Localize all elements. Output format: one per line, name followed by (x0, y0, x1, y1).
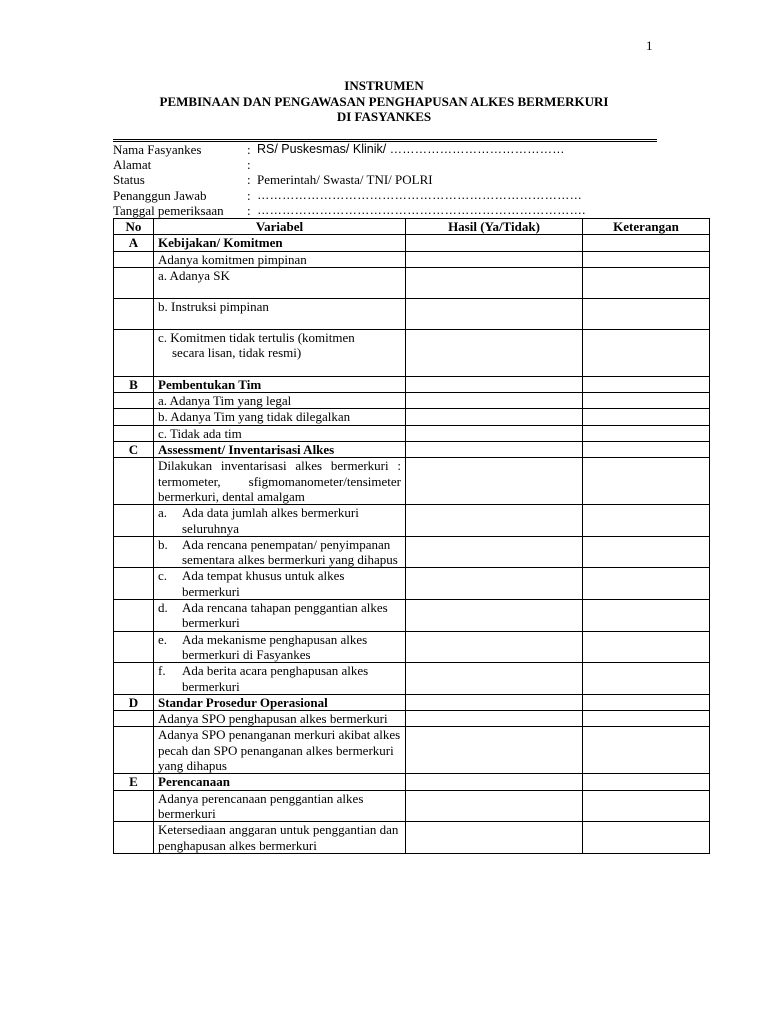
section-no: E (114, 774, 154, 790)
info-colon: : (247, 187, 251, 203)
info-label: Status (113, 172, 145, 188)
variabel-cell (154, 329, 406, 376)
table-row (114, 409, 710, 425)
table-row (114, 458, 710, 505)
header-hasil: Hasil (Ya/Tidak) (406, 219, 583, 235)
page-number: 1 (646, 38, 653, 53)
no-cell (114, 822, 154, 854)
hasil-cell[interactable] (406, 631, 583, 663)
info-row-responsible (113, 188, 713, 203)
hasil-cell[interactable] (406, 536, 583, 568)
keterangan-cell[interactable] (583, 425, 710, 441)
no-cell (114, 568, 154, 600)
variabel-cell: Adanya SPO penanganan merkuri akibat alkes pecah dan SPO penanganan alkes bermerkuri yang dihapus (154, 727, 406, 774)
hasil-cell[interactable] (406, 298, 583, 329)
keterangan-cell[interactable] (583, 727, 710, 774)
title-line-1: INSTRUMEN (344, 78, 424, 93)
section-row-e (114, 774, 710, 790)
item-marker: f. (158, 663, 166, 679)
hasil-cell[interactable] (406, 711, 583, 727)
no-cell (114, 727, 154, 774)
table-row (114, 298, 710, 329)
hasil-cell[interactable] (406, 393, 583, 409)
table-row (114, 727, 710, 774)
info-label: Tanggal pemeriksaan (113, 202, 224, 218)
table-row (114, 790, 710, 822)
variabel-cell: a. Adanya SK (154, 267, 406, 298)
no-cell (114, 425, 154, 441)
keterangan-cell[interactable] (583, 505, 710, 537)
address-field[interactable] (257, 157, 713, 172)
info-row-inspection-date (113, 203, 713, 218)
variabel-cell: b. Instruksi pimpinan (154, 298, 406, 329)
section-title: Standar Prosedur Operasional (154, 694, 406, 710)
variabel-cell: Ketersediaan anggaran untuk penggantian dan penghapusan alkes bermerkuri (154, 822, 406, 854)
keterangan-cell[interactable] (583, 822, 710, 854)
hasil-cell[interactable] (406, 409, 583, 425)
no-cell (114, 600, 154, 632)
hasil-cell[interactable] (406, 267, 583, 298)
hasil-cell[interactable] (406, 458, 583, 505)
section-no: A (114, 235, 154, 251)
no-cell (114, 393, 154, 409)
no-cell (114, 329, 154, 376)
hasil-cell[interactable] (406, 251, 583, 267)
document-title (0, 78, 768, 125)
variabel-cell: Adanya komitmen pimpinan (154, 251, 406, 267)
section-no: B (114, 376, 154, 392)
table-row (114, 329, 710, 376)
info-colon: : (247, 202, 251, 218)
section-row-c (114, 442, 710, 458)
keterangan-cell[interactable] (583, 442, 710, 458)
item-marker: a. (158, 505, 168, 521)
variabel-line: secara lisan, tidak resmi) (172, 345, 302, 361)
keterangan-cell[interactable] (583, 600, 710, 632)
table-row (114, 631, 710, 663)
keterangan-cell[interactable] (583, 790, 710, 822)
info-colon: : (247, 172, 251, 188)
item-marker: b. (158, 536, 168, 552)
keterangan-cell[interactable] (583, 694, 710, 710)
no-cell (114, 251, 154, 267)
variabel-cell: c. Tidak ada tim (154, 425, 406, 441)
variabel-cell: Dilakukan inventarisasi alkes bermerkuri : termometer, sfigmomanometer/tensimeter bermerkuri, dental amalgam (154, 458, 406, 505)
table-row (114, 267, 710, 298)
table-row (114, 425, 710, 441)
no-cell (114, 663, 154, 695)
keterangan-cell[interactable] (583, 568, 710, 600)
keterangan-cell[interactable] (583, 631, 710, 663)
table-header-row (114, 219, 710, 235)
hasil-cell[interactable] (406, 790, 583, 822)
no-cell (114, 711, 154, 727)
hasil-cell[interactable] (406, 663, 583, 695)
no-cell (114, 631, 154, 663)
variabel-cell (154, 631, 406, 663)
item-text: Ada rencana tahapan penggantian alkes bermerkuri (182, 600, 388, 631)
facility-info (113, 142, 713, 218)
section-title: Perencanaan (154, 774, 406, 790)
section-title: Kebijakan/ Komitmen (154, 235, 406, 251)
table-row (114, 536, 710, 568)
table-row (114, 251, 710, 267)
hasil-cell[interactable] (406, 505, 583, 537)
item-text: Ada berita acara penghapusan alkes bermerkuri (182, 663, 369, 694)
variabel-cell (154, 600, 406, 632)
variabel-cell: b. Adanya Tim yang tidak dilegalkan (154, 409, 406, 425)
no-cell (114, 298, 154, 329)
info-label: Alamat (113, 157, 152, 173)
table-row (114, 393, 710, 409)
info-colon: : (247, 157, 251, 173)
keterangan-cell[interactable] (583, 235, 710, 251)
variabel-cell (154, 663, 406, 695)
hasil-cell[interactable] (406, 376, 583, 392)
table-row (114, 711, 710, 727)
hasil-cell[interactable] (406, 568, 583, 600)
no-cell (114, 536, 154, 568)
header-variabel: Variabel (154, 219, 406, 235)
info-row-status (113, 172, 713, 187)
item-marker: e. (158, 631, 168, 647)
table-row (114, 568, 710, 600)
no-cell (114, 267, 154, 298)
info-colon: : (247, 142, 251, 157)
table-row (114, 600, 710, 632)
keterangan-cell[interactable] (583, 329, 710, 376)
info-label: Penanggun Jawab (113, 187, 207, 203)
section-no: C (114, 442, 154, 458)
hasil-cell[interactable] (406, 822, 583, 854)
keterangan-cell[interactable] (583, 251, 710, 267)
hasil-cell[interactable] (406, 727, 583, 774)
no-cell (114, 409, 154, 425)
hasil-cell[interactable] (406, 235, 583, 251)
hasil-cell[interactable] (406, 329, 583, 376)
section-no: D (114, 694, 154, 710)
section-title: Pembentukan Tim (154, 376, 406, 392)
status-field[interactable]: Pemerintah/ Swasta/ TNI/ POLRI (257, 172, 433, 188)
header-no: No (114, 219, 154, 235)
keterangan-cell[interactable] (583, 536, 710, 568)
info-label: Nama Fasyankes (113, 142, 202, 157)
item-marker: c. (158, 568, 168, 584)
item-marker: d. (158, 600, 168, 616)
variabel-cell: Adanya perencanaan penggantian alkes bermerkuri (154, 790, 406, 822)
keterangan-cell[interactable] (583, 774, 710, 790)
keterangan-cell[interactable] (583, 458, 710, 505)
no-cell (114, 790, 154, 822)
table-row (114, 822, 710, 854)
keterangan-cell[interactable] (583, 267, 710, 298)
keterangan-cell[interactable] (583, 711, 710, 727)
variabel-cell: a. Adanya Tim yang legal (154, 393, 406, 409)
title-line-3: DI FASYANKES (336, 109, 432, 124)
table-row (114, 663, 710, 695)
hasil-cell[interactable] (406, 442, 583, 458)
hasil-cell[interactable] (406, 425, 583, 441)
item-text: Ada tempat khusus untuk alkes bermerkuri (182, 568, 345, 599)
no-cell (114, 505, 154, 537)
section-row-d (114, 694, 710, 710)
keterangan-cell[interactable] (583, 376, 710, 392)
section-row-b (114, 376, 710, 392)
variabel-cell (154, 505, 406, 537)
item-text: Ada mekanisme penghapusan alkes bermerkuri di Fasyankes (182, 631, 368, 662)
responsible-field[interactable]: …………………………………………………………………… (257, 187, 582, 202)
keterangan-cell[interactable] (583, 409, 710, 425)
header-keterangan: Keterangan (583, 219, 710, 235)
hasil-cell[interactable] (406, 600, 583, 632)
item-text: Ada data jumlah alkes bermerkuri seluruhnya (182, 505, 359, 536)
hasil-cell[interactable] (406, 694, 583, 710)
section-row-a (114, 235, 710, 251)
item-text: Ada rencana penempatan/ penyimpanan sementara alkes bermerkuri yang dihapus (182, 536, 398, 568)
keterangan-cell[interactable] (583, 298, 710, 329)
variabel-cell (154, 568, 406, 600)
no-cell (114, 458, 154, 505)
info-row-address (113, 157, 713, 172)
table-row (114, 505, 710, 537)
variabel-line: c. Komitmen tidak tertulis (komitmen (158, 329, 355, 345)
facility-name-field[interactable]: RS/ Puskesmas/ Klinik/ …………………………………… (257, 142, 565, 156)
assessment-table (113, 218, 710, 854)
title-line-2: PEMBINAAN DAN PENGAWASAN PENGHAPUSAN ALKES BERMERKURI (159, 93, 609, 109)
variabel-cell: Adanya SPO penghapusan alkes bermerkuri (154, 711, 406, 727)
variabel-cell (154, 536, 406, 568)
keterangan-cell[interactable] (583, 663, 710, 695)
hasil-cell[interactable] (406, 774, 583, 790)
info-row-facility-name (113, 142, 713, 157)
section-title: Assessment/ Inventarisasi Alkes (154, 442, 406, 458)
keterangan-cell[interactable] (583, 393, 710, 409)
inspection-date-field[interactable]: ……………………………………………………………………. (257, 202, 586, 217)
